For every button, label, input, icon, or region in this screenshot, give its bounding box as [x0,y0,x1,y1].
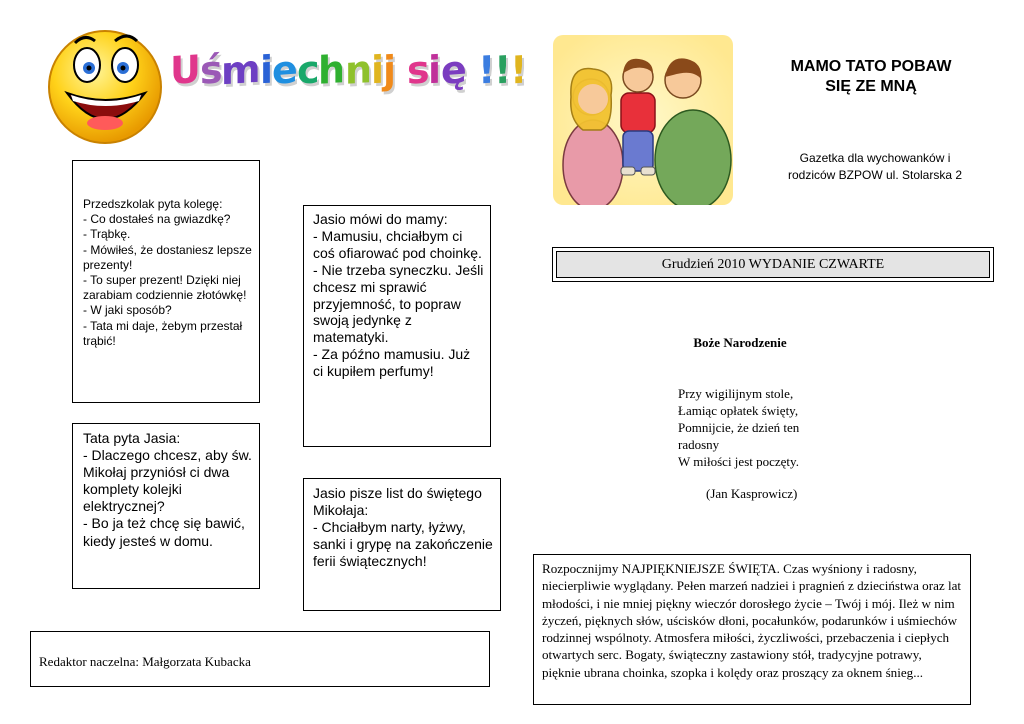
headline-letter: m [221,46,261,94]
edition-banner [552,247,994,282]
main-title-line1: MAMO TATO POBAW [790,58,952,75]
joke-text-4: Jasio pisze list do świętego Mikołaja: - Chciałbym narty, łyżwy, sanki i grypę na zakończenie ferii świątecznych! [313,485,493,569]
subtitle-line2: rodziców BZPOW ul. Stolarska 2 [787,168,963,182]
headline-letter: ! [493,47,511,93]
article-text: Rozpocznijmy NAJPIĘKNIEJSZE ŚWIĘTA. Czas wyśniony i radosny, niecierpliwie wyglądany. Pełen marzeń nadziei i pragnień z dzieciństwa oraz lat młodości, i nie mniej piękny wieczór dorosłego życie – Twój i mój. Ileż w nim życzeń, pięknych słów, uścisków dłoni, pocałunków, podarunków i uśmiechów rodzinnej wspólnoty. Atmosfera miłości, życzliwości, przebaczenia i ciepłych otwartych serc. Bogaty, świąteczny zastawiony stół, tradycyjne potrawy, pięknie ubrana choinka, szopka i kolędy oraz proszący za oknem śnieg... [542,561,962,680]
headline-letter: j [382,47,395,93]
headline-letter: i [260,47,273,93]
main-title-line2: SIĘ ZE MNĄ [825,78,917,95]
headline-letter: U [170,46,200,94]
headline-letter: n [344,47,371,93]
poem-line: Pomnijcie, że dzień ten [678,420,800,435]
joke-box-4 [303,478,501,611]
headline-letter: i [428,47,441,93]
joke-text-3: Tata pyta Jasia: - Dlaczego chcesz, aby św. Mikołaj przyniósł ci dwa komplety kolejki elektrycznej? - Bo ja też chcę się bawić, kiedy jesteś w domu. [83,430,252,549]
editor-box [30,631,490,687]
headline-letter: ę [440,47,466,93]
smiley-face-icon [45,15,165,150]
joke-box-1 [72,160,260,403]
subtitle-line1: Gazetka dla wychowanków i [799,151,951,165]
joke-text-2: Jasio mówi do mamy: - Mamusiu, chciałbym ci coś ofiarować pod choinkę. - Nie trzeba syneczku. Jeśli chcesz mi sprawić przyjemność, to popraw swoją jedynkę z matematyki. - Za późno mamusiu. Już ci kupiłem perfumy! [313,211,484,380]
headline [170,46,527,103]
poem-author: (Jan Kasprowicz) [706,486,798,501]
headline-letter [395,48,407,93]
headline-letter: e [272,47,297,93]
main-title [740,57,1002,97]
headline-letter: h [318,47,345,93]
headline-letter: ! [477,47,494,93]
poem-title: Boże Narodzenie [693,335,787,350]
subtitle [760,150,990,184]
headline-letter: i [370,47,383,93]
article-box [533,554,971,705]
family-illustration [553,35,733,205]
headline-letter: ś [199,47,222,93]
joke-text-1: Przedszkolak pyta kolegę: - Co dostałeś na gwiazdkę? - Trąbkę. - Mówiłeś, że dostaniesz lepsze prezenty! - To super prezent! Dzięki niej zarabiam codziennie złotówkę! - W jaki sposób? - Tata mi daje, żebym przestał trąbić! [83,197,252,348]
poem-line: Przy wigilijnym stole, [678,386,794,401]
poem-line: radosny [678,437,720,452]
poem-body [678,385,878,470]
edition-label: Grudzień 2010 WYDANIE CZWARTE [556,251,990,278]
headline-letter: ! [510,47,527,93]
poem-line: W miłości jest poczęty. [678,454,799,469]
editor-text: Redaktor naczelna: Małgorzata Kubacka [39,654,251,669]
joke-box-2 [303,205,491,447]
headline-letter: c [296,47,319,93]
headline-letter [465,48,477,93]
joke-box-3 [72,423,260,589]
headline-letter: s [406,47,429,93]
poem-line: Łamiąc opłatek święty, [678,403,799,418]
